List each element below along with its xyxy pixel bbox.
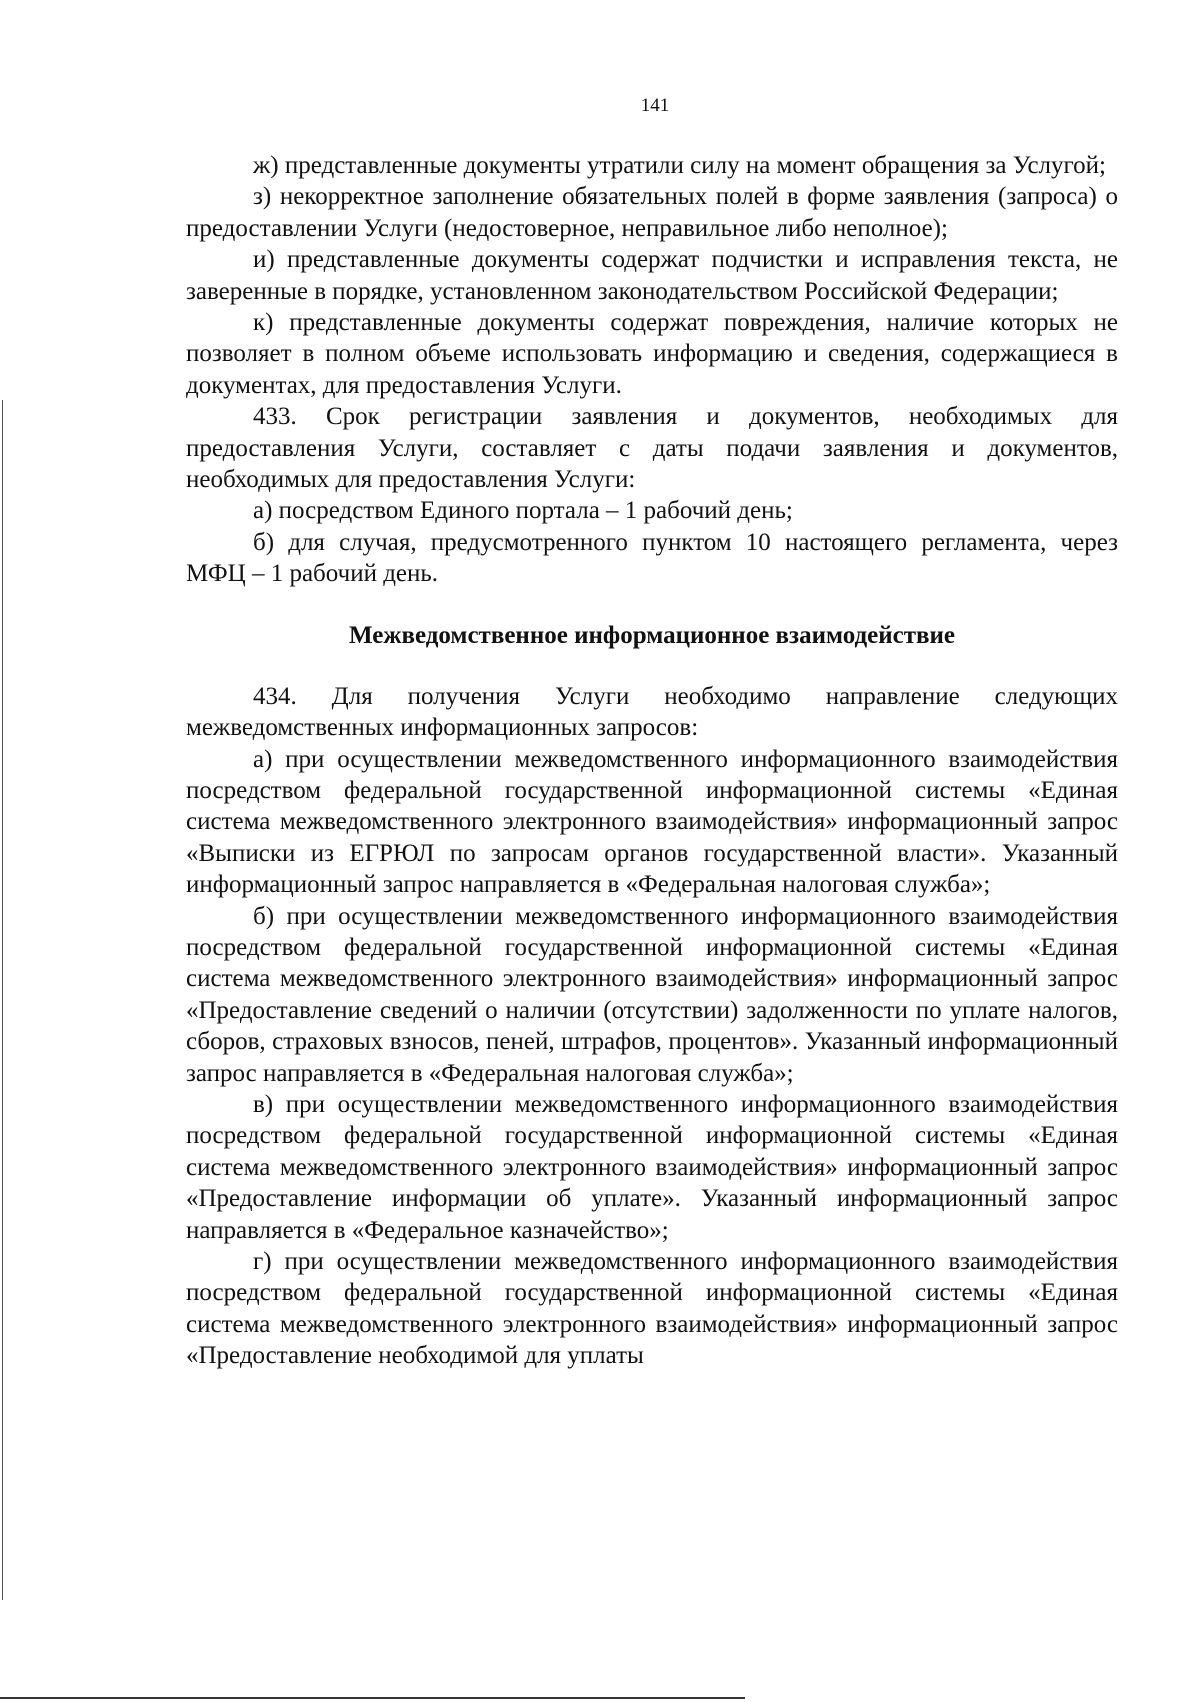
- paragraph-433-b: б) для случая, предусмотренного пунктом 10 настоящего регламента, через МФЦ – 1 рабочий день.: [186, 528, 1118, 588]
- paragraph-item-z: з) некорректное заполнение обязательных полей в форме заявления (запроса) о предоставлении Услуги (недостоверное, неправильное либо неполное);: [186, 183, 1118, 242]
- scan-edge-left: [2, 400, 3, 1600]
- section-heading: Межведомственное информационное взаимодействие: [349, 621, 955, 649]
- paragraph-434: 434. Для получения Услуги необходимо направление следующих межведомственных информационных запросов:: [186, 682, 1118, 742]
- paragraph-433: 433. Срок регистрации заявления и документов, необходимых для предоставления Услуги, составляет с даты подачи заявления и документов, необходимых для предоставления Услуги:: [186, 403, 1118, 494]
- page-number: 141: [640, 95, 670, 116]
- paragraph-item-k: к) представленные документы содержат повреждения, наличие которых не позволяет в полном объеме использовать информацию и сведения, содержащиеся в документах, для предоставления Услуги.: [186, 309, 1118, 399]
- paragraph-434-v: в) при осуществлении межведомственного информационного взаимодействия посредством федеральной государственной информационной системы «Единая система межведомственного электронного взаимодействия» информационный запрос «Предоставление информации об уплате». Указанный информационный запрос направляется в «Федеральное казначейство»;: [186, 1090, 1118, 1244]
- document-body: [186, 150, 1118, 1372]
- paragraph-434-g: г) при осуществлении межведомственного информационного взаимодействия посредством федеральной государственной информационной системы «Единая система межведомственного электронного взаимодействия» информационный запрос «Предоставление необходимой для уплаты: [186, 1248, 1118, 1370]
- paragraph-item-i: и) представленные документы содержат подчистки и исправления текста, не заверенные в порядке, установленном законодательством Российской Федерации;: [186, 246, 1118, 305]
- paragraph-item-zh: ж) представленные документы утратили силу на момент обращения за Услугой;: [253, 152, 1106, 179]
- paragraph-433-a: а) посредством Единого портала – 1 рабочий день;: [253, 497, 793, 525]
- paragraph-434-a: а) при осуществлении межведомственного информационного взаимодействия посредством федеральной государственной информационной системы «Единая система межведомственного электронного взаимодействия» информационный запрос «Выписки из ЕГРЮЛ по запросам органов государственной власти». Указанный информационный запрос направляется в «Федеральная налоговая служба»;: [186, 745, 1118, 899]
- scan-edge-bottom: [0, 1697, 745, 1699]
- paragraph-434-b: б) при осуществлении межведомственного информационного взаимодействия посредством федеральной государственной информационной системы «Единая система межведомственного электронного взаимодействия» информационный запрос «Предоставление сведений о наличии (отсутствии) задолженности по уплате налогов, сборов, страховых взносов, пеней, штрафов, процентов». Указанный информационный запрос направляется в «Федеральная налоговая служба»;: [186, 902, 1118, 1087]
